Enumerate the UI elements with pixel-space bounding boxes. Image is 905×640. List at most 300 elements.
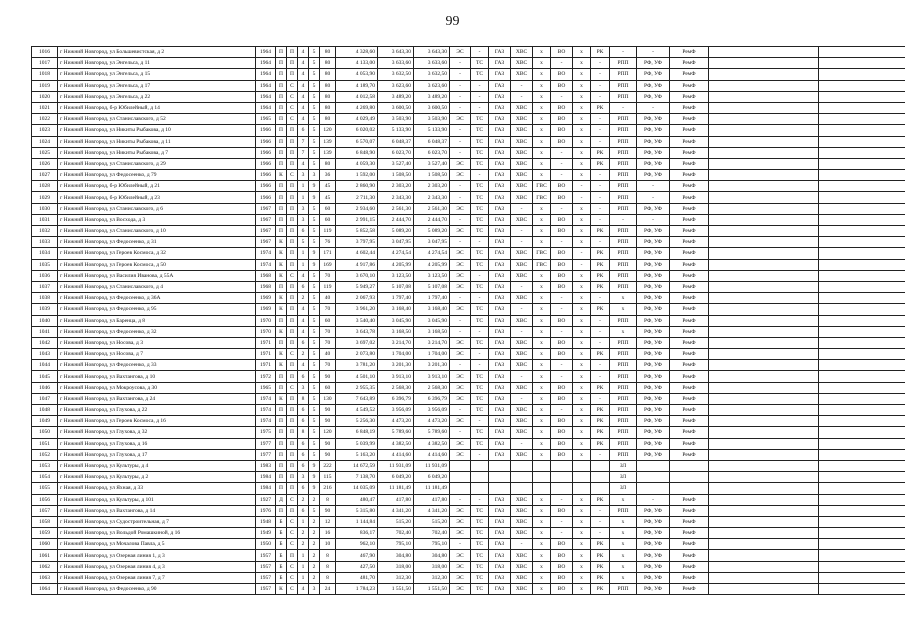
table-cell — [819, 337, 905, 348]
table-cell: РФ, УФ — [637, 539, 670, 550]
table-cell: РемФ — [670, 371, 709, 382]
table-cell: РПП — [610, 192, 637, 203]
table-cell: ГАЗ — [489, 259, 511, 270]
table-cell: ТС — [471, 572, 489, 583]
table-cell: ЭС — [450, 550, 471, 561]
table-cell: П — [276, 158, 287, 169]
table-cell: РемФ — [670, 405, 709, 416]
table-cell: РПП — [610, 259, 637, 270]
table-cell: Б — [276, 516, 287, 527]
table-cell: РемФ — [670, 248, 709, 259]
table-cell: 2 444,70 — [378, 214, 414, 225]
table-cell: П — [287, 460, 298, 471]
table-cell: П — [276, 91, 287, 102]
table-cell: ХВС — [511, 293, 533, 304]
table-cell — [819, 80, 905, 91]
table-cell: ВО — [551, 349, 573, 360]
table-cell: ТС — [471, 315, 489, 326]
table-cell — [819, 584, 905, 595]
table-cell: ГАЗ — [489, 170, 511, 181]
table-cell: 2 568,30 — [378, 382, 414, 393]
table-cell: - — [591, 449, 610, 460]
table-cell: 139 — [320, 147, 336, 158]
table-cell: 2 067,93 — [336, 293, 378, 304]
table-cell: - — [551, 203, 573, 214]
table-cell: 1042 — [32, 337, 58, 348]
table-cell: ВО — [551, 80, 573, 91]
table-cell: - — [450, 360, 471, 371]
table-cell: х — [573, 170, 591, 181]
table-cell — [709, 427, 819, 438]
table-row — [32, 315, 905, 326]
table-cell: П — [276, 371, 287, 382]
table-cell: 1974 — [256, 393, 276, 404]
table-cell — [709, 226, 819, 237]
table-cell: РФ, УФ — [637, 203, 670, 214]
table-cell — [819, 438, 905, 449]
table-cell: 427,50 — [336, 561, 378, 572]
table-cell — [819, 136, 905, 147]
table-cell: 1977 — [256, 449, 276, 460]
table-cell: - — [511, 91, 533, 102]
table-cell: 3 600,50 — [414, 102, 450, 113]
table-cell: РФ, УФ — [637, 293, 670, 304]
table-cell: 5 — [309, 114, 320, 125]
table-cell: ЭС — [450, 114, 471, 125]
table-cell: г Нижний Новгород, ул Федосеенко, д 32 — [58, 326, 256, 337]
table-cell: ТС — [471, 259, 489, 270]
table-cell: - — [471, 102, 489, 113]
table-cell: РПП — [610, 147, 637, 158]
table-cell — [819, 449, 905, 460]
table-cell: РК — [591, 158, 610, 169]
table-cell: 4 — [298, 114, 309, 125]
table-cell: - — [573, 259, 591, 270]
table-cell: 3 214,70 — [378, 337, 414, 348]
table-cell: г Нижний Новгород, б-р Юбилейный, д 14 — [58, 102, 256, 113]
table-cell: х — [533, 304, 551, 315]
table-cell: 2 — [309, 516, 320, 527]
table-cell: К — [276, 360, 287, 371]
table-cell: ВО — [551, 337, 573, 348]
table-cell: х — [573, 304, 591, 315]
table-cell: ВО — [551, 125, 573, 136]
table-cell: ГАЗ — [489, 349, 511, 360]
table-cell: 5 — [309, 505, 320, 516]
table-cell: 4 189,70 — [336, 80, 378, 91]
table-cell — [489, 483, 511, 494]
table-cell: ГАЗ — [489, 181, 511, 192]
table-cell: ГАЗ — [489, 114, 511, 125]
table-cell: 5 — [309, 438, 320, 449]
table-row — [32, 561, 905, 572]
table-cell: П — [287, 259, 298, 270]
table-cell: г Нижний Новгород, ул Федосеенко, д 95 — [58, 304, 256, 315]
table-cell: 10 — [320, 539, 336, 550]
table-cell: 5 — [309, 360, 320, 371]
table-cell: 90 — [320, 505, 336, 516]
table-cell: г Нижний Новгород, ул Культуры, д 2 — [58, 472, 256, 483]
table-cell: К — [276, 170, 287, 181]
table-cell: ВО — [551, 214, 573, 225]
table-cell: РФ, УФ — [637, 337, 670, 348]
table-cell: х — [573, 550, 591, 561]
table-cell: х — [533, 561, 551, 572]
table-cell: ЭС — [450, 572, 471, 583]
table-cell: 4 274,54 — [378, 248, 414, 259]
table-cell: - — [591, 181, 610, 192]
table-cell: 80 — [320, 58, 336, 69]
table-cell: 2 — [309, 528, 320, 539]
table-cell: 1024 — [32, 136, 58, 147]
table-cell: - — [511, 281, 533, 292]
table-cell: С — [287, 572, 298, 583]
table-cell: 1968 — [256, 281, 276, 292]
table-cell: - — [591, 293, 610, 304]
table-cell: - — [591, 516, 610, 527]
table-cell: 3 — [298, 203, 309, 214]
table-cell: 3 503,90 — [378, 114, 414, 125]
table-cell: ВО — [551, 114, 573, 125]
table-cell: 1039 — [32, 304, 58, 315]
table-cell: С — [287, 270, 298, 281]
table-cell: г Нижний Новгород, ул Героев Космоса, д 16 — [58, 416, 256, 427]
table-cell: 3 — [298, 472, 309, 483]
table-cell: РФ, УФ — [637, 147, 670, 158]
table-cell: ГАЗ — [489, 572, 511, 583]
table-cell: - — [591, 237, 610, 248]
table-cell: 2 711,30 — [336, 192, 378, 203]
table-cell: 6 023,70 — [378, 147, 414, 158]
table-cell: П — [276, 214, 287, 225]
table-cell: г Нижний Новгород, ул Энгельса, д 22 — [58, 91, 256, 102]
table-cell — [709, 80, 819, 91]
table-cell: ГАЗ — [489, 393, 511, 404]
table-row — [32, 147, 905, 158]
table-cell — [819, 494, 905, 505]
table-cell: 1058 — [32, 516, 58, 527]
table-cell: - — [551, 528, 573, 539]
table-cell: 5 107,08 — [414, 281, 450, 292]
table-cell: х — [573, 158, 591, 169]
table-cell: К — [276, 393, 287, 404]
table-cell: - — [551, 304, 573, 315]
table-cell: 1 592,00 — [336, 170, 378, 181]
table-cell: РПП — [610, 181, 637, 192]
table-cell: 2 955,35 — [336, 382, 378, 393]
table-cell: 1974 — [256, 405, 276, 416]
table-cell: - — [551, 494, 573, 505]
table-cell: 2 — [298, 293, 309, 304]
table-cell: 1965 — [256, 382, 276, 393]
table-cell: 6 — [298, 460, 309, 471]
table-cell: ГВС — [533, 248, 551, 259]
table-cell: х — [610, 539, 637, 550]
table-cell: 467,90 — [336, 550, 378, 561]
table-cell: ЭС — [450, 584, 471, 595]
table-cell: ГВС — [533, 181, 551, 192]
table-cell: 4 328,60 — [336, 47, 378, 58]
table-cell: ГАЗ — [489, 315, 511, 326]
table-cell: ГАЗ — [489, 539, 511, 550]
table-cell: РК — [591, 584, 610, 595]
table-cell: ГАЗ — [489, 326, 511, 337]
table-cell — [573, 460, 591, 471]
table-cell: 1964 — [256, 58, 276, 69]
table-cell: 139 — [320, 136, 336, 147]
table-cell: - — [471, 416, 489, 427]
table-cell — [709, 214, 819, 225]
table-cell: - — [511, 393, 533, 404]
table-cell — [819, 47, 905, 58]
table-cell: 8 — [320, 561, 336, 572]
table-cell: 1043 — [32, 349, 58, 360]
table-cell: ГАЗ — [489, 203, 511, 214]
table-cell: РемФ — [670, 449, 709, 460]
table-cell: ГАЗ — [489, 281, 511, 292]
table-cell: РПП — [610, 405, 637, 416]
table-cell — [709, 528, 819, 539]
table-cell — [709, 449, 819, 460]
table-cell — [709, 360, 819, 371]
table-cell: 1019 — [32, 80, 58, 91]
table-cell: - — [450, 192, 471, 203]
table-cell: - — [511, 203, 533, 214]
table-cell: ЭС — [450, 505, 471, 516]
table-cell: - — [450, 427, 471, 438]
table-cell: 1966 — [256, 147, 276, 158]
table-cell: С — [287, 80, 298, 91]
table-cell — [819, 192, 905, 203]
table-cell: Б — [276, 550, 287, 561]
table-cell: ХВС — [511, 349, 533, 360]
table-cell: 1025 — [32, 147, 58, 158]
table-cell: П — [276, 405, 287, 416]
table-cell: РемФ — [670, 326, 709, 337]
table-cell: РПП — [610, 136, 637, 147]
table-cell: 5 — [309, 203, 320, 214]
table-cell: 1 — [298, 248, 309, 259]
table-cell: х — [573, 416, 591, 427]
table-cell: 1969 — [256, 293, 276, 304]
table-cell: 2 561,30 — [378, 203, 414, 214]
table-cell: х — [573, 91, 591, 102]
table-cell: ТС — [471, 214, 489, 225]
table-cell: ХВС — [511, 259, 533, 270]
table-cell: 70 — [320, 360, 336, 371]
table-cell: РК — [591, 147, 610, 158]
table-cell — [819, 69, 905, 80]
table-cell: ХВС — [511, 528, 533, 539]
table-cell: РемФ — [670, 416, 709, 427]
table-cell: 2 303,20 — [378, 181, 414, 192]
table-cell: х — [573, 393, 591, 404]
table-cell: 4 — [298, 158, 309, 169]
table-cell: ВО — [551, 449, 573, 460]
table-cell: - — [591, 214, 610, 225]
table-cell: х — [533, 80, 551, 91]
table-cell: г Нижний Новгород, ул Глухова, д 32 — [58, 427, 256, 438]
table-cell: 9 — [309, 483, 320, 494]
table-cell: РемФ — [670, 349, 709, 360]
table-cell: РемФ — [670, 237, 709, 248]
table-cell: - — [450, 539, 471, 550]
table-cell: х — [533, 136, 551, 147]
table-cell: К — [276, 270, 287, 281]
table-cell: х — [610, 516, 637, 527]
table-cell: РФ, УФ — [637, 80, 670, 91]
table-cell: х — [573, 561, 591, 572]
table-cell: - — [471, 449, 489, 460]
table-cell: П — [287, 203, 298, 214]
table-cell: 5 256,30 — [336, 416, 378, 427]
table-cell: 1957 — [256, 561, 276, 572]
table-cell — [551, 472, 573, 483]
table-cell: ХВС — [511, 572, 533, 583]
table-cell: ГАЗ — [489, 248, 511, 259]
table-cell: РК — [591, 270, 610, 281]
table-cell: П — [276, 416, 287, 427]
table-cell: 3 123,50 — [378, 270, 414, 281]
table-cell: - — [471, 270, 489, 281]
table-cell: - — [471, 80, 489, 91]
table-cell: П — [287, 405, 298, 416]
table-cell: х — [573, 326, 591, 337]
table-cell: 1966 — [256, 181, 276, 192]
table-cell: ГАЗ — [489, 147, 511, 158]
table-cell: П — [287, 315, 298, 326]
table-cell: ХВС — [511, 58, 533, 69]
table-cell: РемФ — [670, 505, 709, 516]
table-cell: 6 — [298, 405, 309, 416]
table-cell: РемФ — [670, 550, 709, 561]
table-cell: РПП — [610, 371, 637, 382]
table-cell: 169 — [320, 259, 336, 270]
table-row — [32, 192, 905, 203]
table-cell — [819, 460, 905, 471]
table-cell: 2 — [309, 572, 320, 583]
table-cell: 6 — [298, 281, 309, 292]
table-cell: 1048 — [32, 405, 58, 416]
table-cell — [533, 472, 551, 483]
table-cell — [573, 472, 591, 483]
table-cell: П — [276, 472, 287, 483]
table-cell: ГАЗ — [489, 58, 511, 69]
table-cell: х — [573, 80, 591, 91]
table-cell: ХВС — [511, 416, 533, 427]
table-cell: 80 — [320, 91, 336, 102]
table-cell — [819, 572, 905, 583]
table-cell — [819, 203, 905, 214]
table-cell: 1967 — [256, 214, 276, 225]
table-cell: 3 956,09 — [414, 405, 450, 416]
table-cell: г Нижний Новгород, ул Озерная линия 4, д 3 — [58, 561, 256, 572]
table-cell — [819, 304, 905, 315]
table-cell: 4 414,60 — [378, 449, 414, 460]
table-cell: 90 — [320, 405, 336, 416]
table-cell: - — [551, 147, 573, 158]
table-cell: 5 — [309, 147, 320, 158]
table-cell: 1053 — [32, 460, 58, 471]
table-cell: РК — [591, 248, 610, 259]
table-cell: 3 168,40 — [378, 304, 414, 315]
table-cell: - — [551, 237, 573, 248]
table-cell: - — [551, 371, 573, 382]
table-cell: ЭС — [450, 438, 471, 449]
table-cell: - — [450, 136, 471, 147]
table-cell: 1 508,50 — [414, 170, 450, 181]
table-cell — [709, 47, 819, 58]
table-cell: 14 035,09 — [336, 483, 378, 494]
table-cell: 1059 — [32, 528, 58, 539]
table-cell: 4 — [298, 304, 309, 315]
table-cell: П — [276, 226, 287, 237]
table-cell: П — [287, 416, 298, 427]
table-cell: х — [573, 270, 591, 281]
table-cell: РФ, УФ — [637, 248, 670, 259]
table-cell: 1957 — [256, 572, 276, 583]
table-cell: РемФ — [670, 58, 709, 69]
table-cell: ГАЗ — [489, 214, 511, 225]
table-cell: РемФ — [670, 136, 709, 147]
table-cell: П — [276, 192, 287, 203]
table-cell: 4 269,80 — [336, 102, 378, 113]
table-cell: ХВС — [511, 192, 533, 203]
table-cell: х — [610, 550, 637, 561]
table-cell: 4 341,20 — [378, 505, 414, 516]
table-cell — [819, 248, 905, 259]
table-cell: 1 704,00 — [414, 349, 450, 360]
table-cell: РемФ — [670, 315, 709, 326]
table-cell: ЭС — [450, 337, 471, 348]
table-cell: РК — [591, 226, 610, 237]
table-cell: ВО — [551, 192, 573, 203]
table-cell: Д — [276, 494, 287, 505]
table-cell: РемФ — [670, 170, 709, 181]
table-cell — [709, 170, 819, 181]
table-cell: К — [276, 349, 287, 360]
table-cell: ВО — [551, 382, 573, 393]
table-cell: РФ, УФ — [637, 259, 670, 270]
table-cell: ТС — [471, 192, 489, 203]
table-cell: 4 205,99 — [378, 259, 414, 270]
table-cell: РемФ — [670, 214, 709, 225]
table-cell: 1030 — [32, 203, 58, 214]
table-cell: ТС — [471, 248, 489, 259]
table-cell: 1 551,50 — [414, 584, 450, 595]
table-cell: - — [471, 91, 489, 102]
table-row — [32, 516, 905, 527]
table-cell: 5 — [309, 293, 320, 304]
table-cell: - — [610, 47, 637, 58]
table-cell: 4 382,50 — [414, 438, 450, 449]
table-cell — [819, 237, 905, 248]
table-cell: ГАЗ — [489, 226, 511, 237]
table-cell: РПП — [610, 237, 637, 248]
table-cell: 1949 — [256, 528, 276, 539]
table-cell: ГАЗ — [489, 416, 511, 427]
table-cell: РПП — [610, 114, 637, 125]
table-cell: 1016 — [32, 47, 58, 58]
table-cell: - — [450, 405, 471, 416]
table-cell: 417,80 — [414, 494, 450, 505]
table-cell: РемФ — [670, 494, 709, 505]
table-cell: 1969 — [256, 304, 276, 315]
table-row — [32, 539, 905, 550]
table-cell: 3 047,95 — [378, 237, 414, 248]
table-cell: 1 144,84 — [336, 516, 378, 527]
table-cell — [709, 304, 819, 315]
